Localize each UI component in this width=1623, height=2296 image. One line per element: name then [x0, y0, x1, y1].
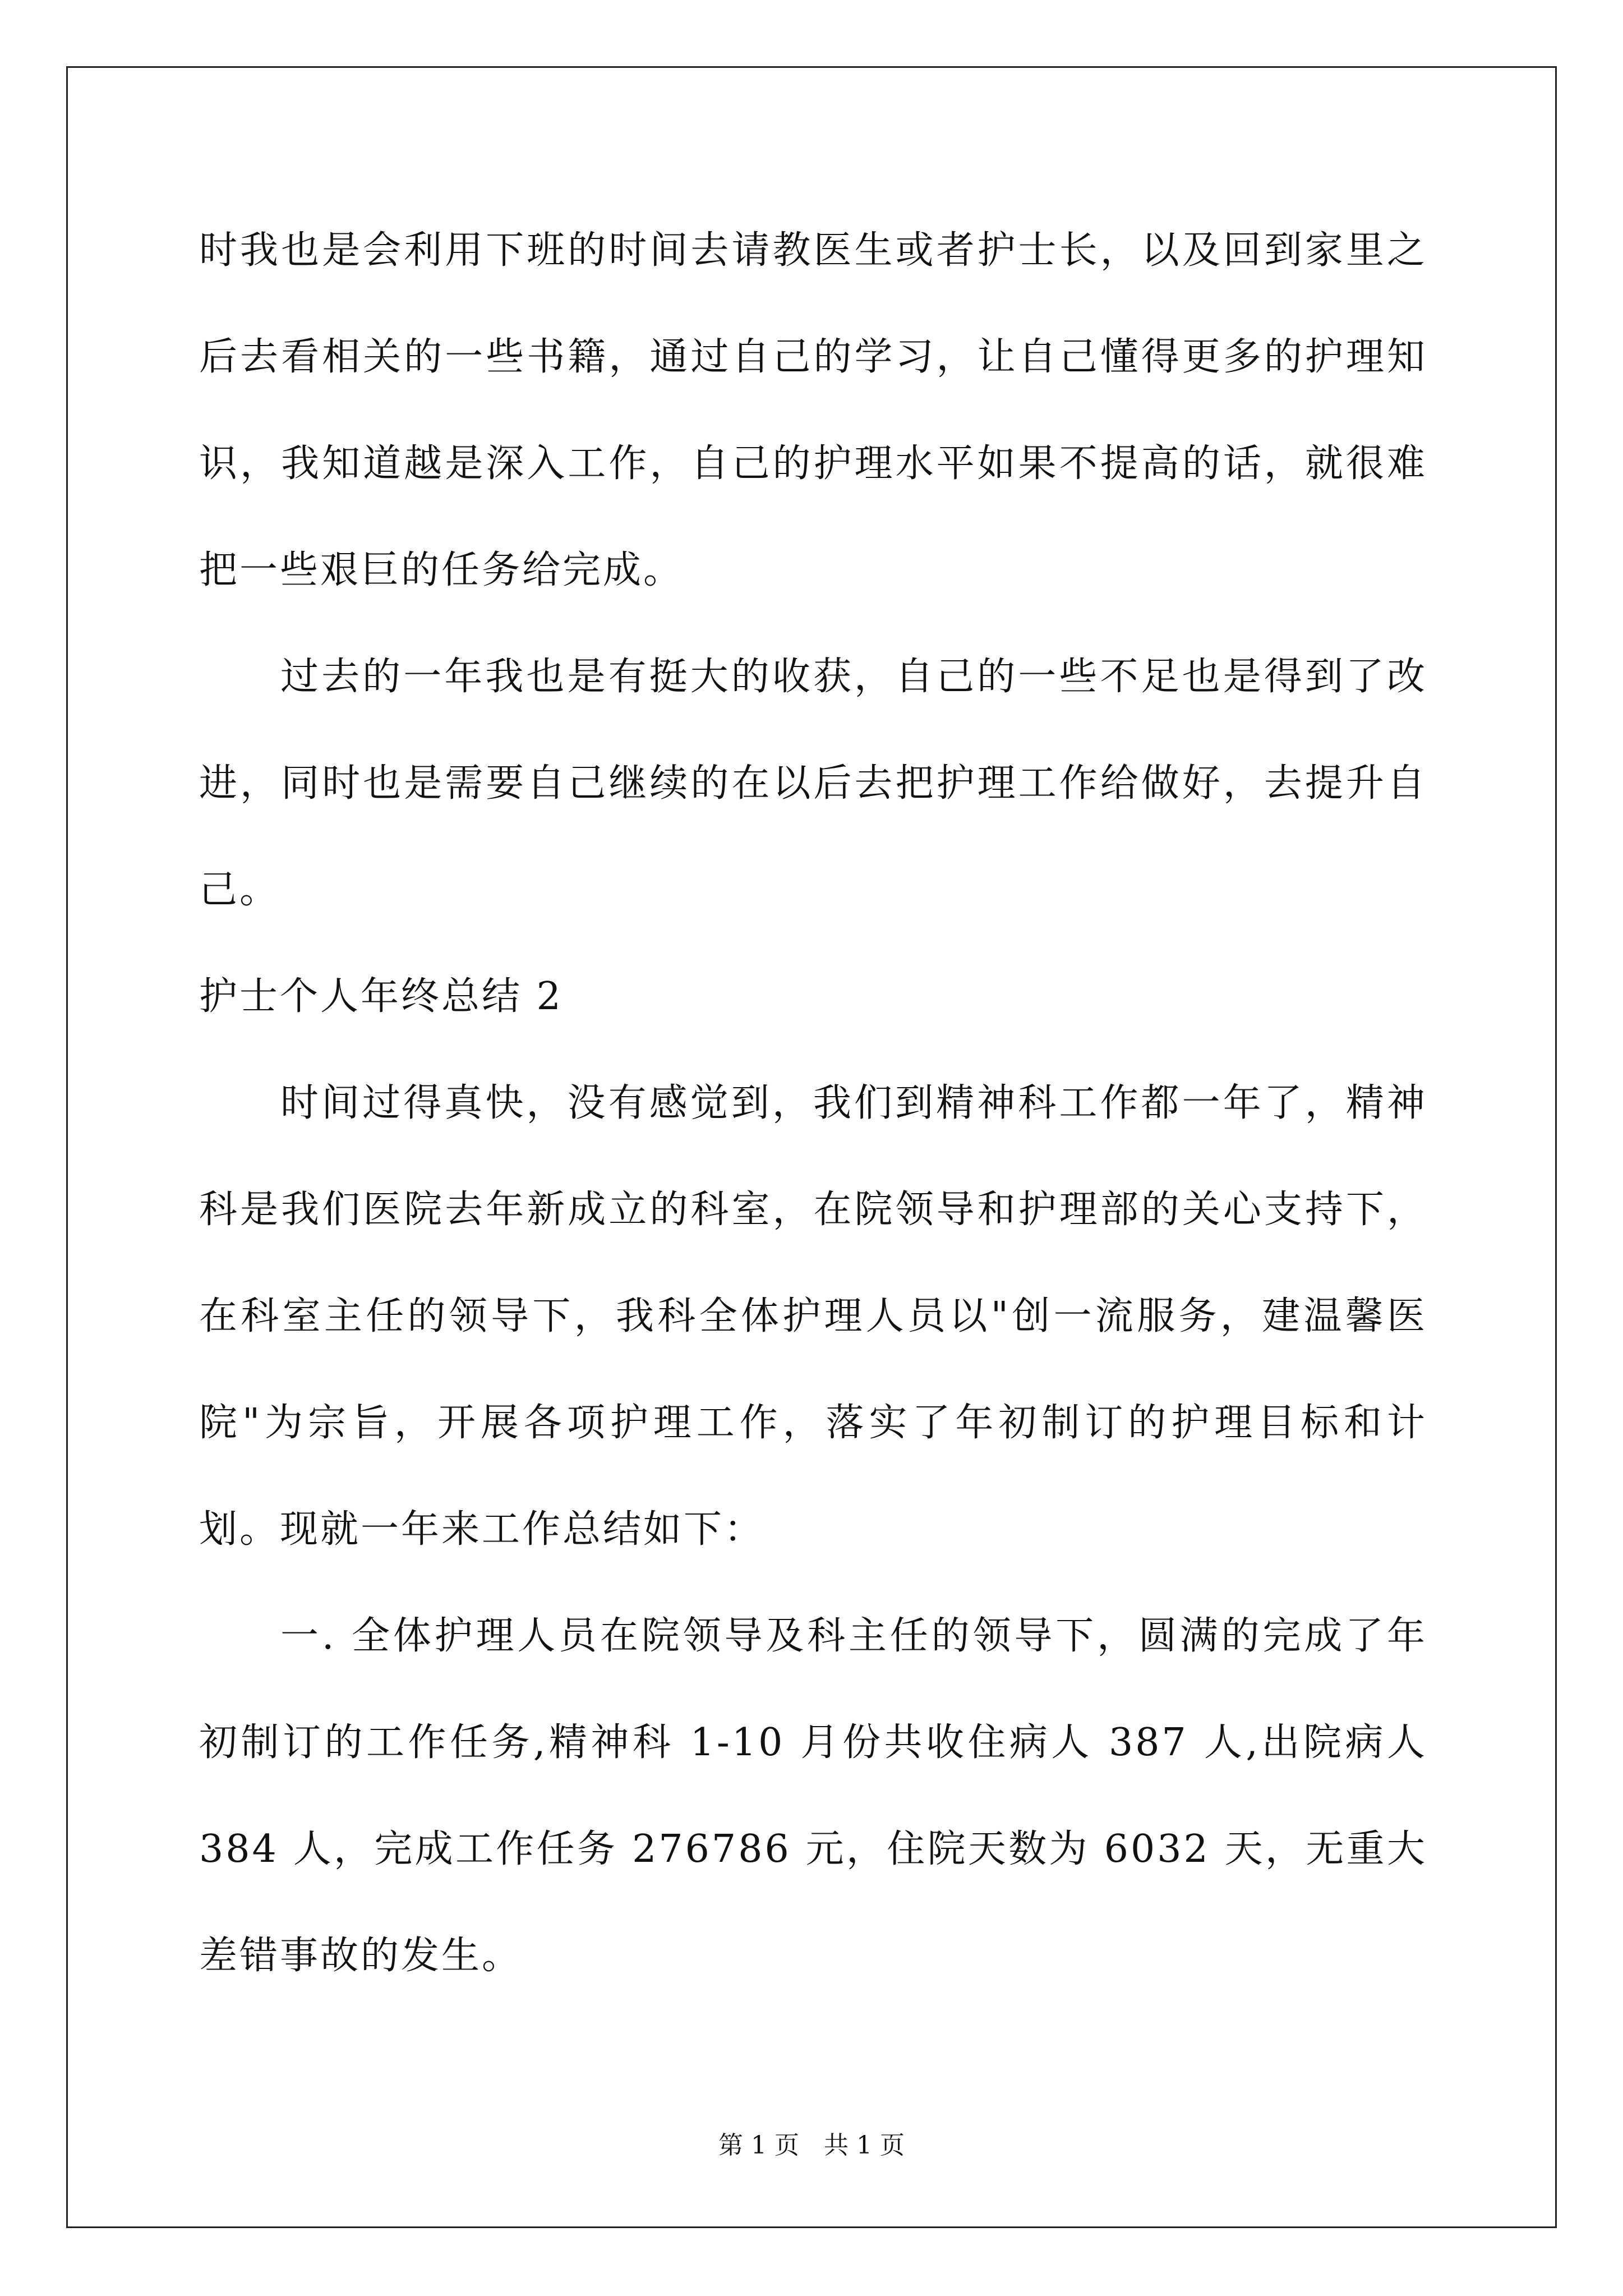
document-body: [199, 197, 1427, 2009]
paragraph-intro: 时间过得真快，没有感觉到，我们到精神科工作都一年了，精神科是我们医院去年新成立的科室，在院领导和护理部的关心支持下，在科室主任的领导下，我科全体护理人员以"创一流服务，建温馨医院"为宗旨，开展各项护理工作，落实了年初制订的护理目标和计划。现就一年来工作总结如下：: [199, 1081, 1427, 1552]
paragraph-continuation: 时我也是会利用下班的时间去请教医生或者护士长，以及回到家里之后去看相关的一些书籍，通过自己的学习，让自己懂得更多的护理知识，我知道越是深入工作，自己的护理水平如果不提高的话，就很难把一些艰巨的任务给完成。: [199, 228, 1427, 592]
page-footer: 第 1 页 共 1 页: [718, 2131, 905, 2160]
paragraph-item-one: 一. 全体护理人员在院领导及科主任的领导下，圆满的完成了年初制订的工作任务,精神科 1-10 月份共收住病人 387 人,出院病人 384 人，完成工作任务 276786 元，住院天数为 6032 天，无重大差错事故的发生。: [199, 1614, 1427, 1978]
paragraph-gains: 过去的一年我也是有挺大的收获，自己的一些不足也是得到了改进，同时也是需要自己继续的在以后去把护理工作给做好，去提升自己。: [199, 655, 1427, 912]
section-heading: 护士个人年终总结 2: [199, 974, 563, 1019]
